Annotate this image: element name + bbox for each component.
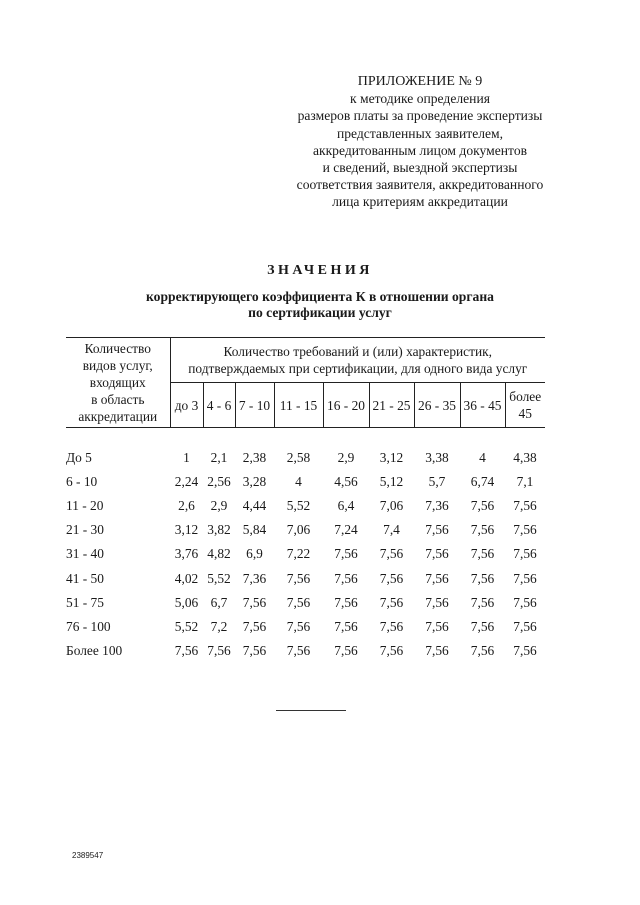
row-header-cell: [66, 338, 170, 428]
value-cell: 7,56: [513, 570, 537, 586]
value-cell: 7,56: [242, 642, 267, 658]
value-cell: 7,56: [379, 618, 404, 634]
column-header: до 3: [170, 383, 203, 428]
value-cell: 7,56: [470, 642, 495, 658]
value-cell: 4,56: [334, 474, 358, 490]
value-cell: 7,56: [286, 642, 311, 658]
row-label: 51 - 75: [66, 594, 104, 610]
value-cell: 7,56: [513, 618, 537, 634]
value-cell: 4,82: [207, 546, 231, 562]
column-group-header-line: Количество требований и (или) характеристик,: [223, 344, 492, 359]
table-row: [66, 566, 545, 590]
value-cell: 7,56: [334, 594, 358, 610]
value-cell: 7,56: [334, 642, 358, 658]
row-label: До 5: [66, 450, 92, 466]
row-header-line: Количество: [84, 341, 151, 356]
value-cell: 6,74: [470, 474, 495, 490]
value-cell: 7,06: [379, 498, 404, 514]
column-header: 21 - 25: [369, 383, 414, 428]
row-label: 41 - 50: [66, 570, 104, 586]
column-header: 26 - 35: [414, 383, 460, 428]
value-cell: 3,38: [425, 450, 449, 466]
value-cell: 7,56: [513, 498, 537, 514]
value-cell: 7,56: [379, 594, 404, 610]
value-cell: 7,56: [334, 570, 358, 586]
value-cell: 7,56: [513, 594, 537, 610]
appendix-line: представленных заявителем,: [336, 125, 504, 141]
value-cell: 7,56: [470, 522, 495, 538]
value-cell: 7,56: [470, 594, 495, 610]
value-cell: 6,4: [337, 498, 355, 514]
value-cell: 7,56: [286, 594, 311, 610]
row-label: 6 - 10: [66, 474, 98, 490]
value-cell: 7,1: [516, 474, 534, 490]
appendix-line: соответствия заявителя, аккредитованного: [296, 177, 544, 193]
value-cell: 3,76: [174, 546, 199, 562]
value-cell: 7,56: [425, 522, 449, 538]
table-row: [66, 591, 545, 615]
value-cell: 2,38: [242, 450, 267, 466]
value-cell: 7,56: [425, 546, 449, 562]
appendix-line: к методике определения: [350, 91, 490, 107]
value-cell: 2,24: [174, 474, 199, 490]
table-body: [66, 428, 545, 663]
row-label: 11 - 20: [66, 498, 104, 514]
value-cell: 7,56: [470, 570, 495, 586]
value-cell: 7,36: [242, 570, 267, 586]
column-header: 4 - 6: [203, 383, 235, 428]
value-cell: 2,56: [207, 474, 231, 490]
value-cell: 3,28: [242, 474, 267, 490]
appendix-line: и сведений, выездной экспертизы: [322, 160, 518, 176]
value-cell: 7,56: [470, 498, 495, 514]
value-cell: 7,56: [207, 642, 231, 658]
row-label: Более 100: [66, 642, 123, 658]
value-cell: 2,9: [210, 498, 228, 514]
value-cell: 5,7: [428, 474, 446, 490]
value-cell: 4,02: [174, 570, 199, 586]
value-cell: 4,38: [513, 450, 537, 466]
row-header-line: в область: [91, 392, 145, 407]
value-cell: 7,36: [425, 498, 449, 514]
heading-subtitle: [110, 289, 530, 322]
table-row: [66, 470, 545, 494]
value-cell: 7,56: [334, 546, 358, 562]
table-row: [66, 494, 545, 518]
value-cell: 4: [295, 474, 302, 490]
row-header-line: видов услуг,: [82, 358, 153, 373]
appendix-line: аккредитованным лицом документов: [312, 142, 528, 158]
value-cell: 5,84: [242, 522, 267, 538]
value-cell: 2,9: [337, 450, 355, 466]
value-cell: 7,56: [286, 570, 311, 586]
value-cell: 7,56: [425, 570, 449, 586]
value-cell: 6,9: [246, 546, 263, 562]
value-cell: 7,56: [470, 546, 495, 562]
heading-subtitle-line: по сертификации услуг: [248, 305, 392, 321]
value-cell: 3,12: [174, 522, 199, 538]
appendix-block: [255, 73, 585, 211]
value-cell: 5,52: [207, 570, 231, 586]
value-cell: 7,56: [513, 642, 537, 658]
value-cell: 7,56: [425, 618, 449, 634]
value-cell: 5,12: [379, 474, 404, 490]
value-cell: 4,44: [242, 498, 267, 514]
value-cell: 7,56: [379, 642, 404, 658]
column-header: 16 - 20: [323, 383, 369, 428]
column-header-text: более 45: [509, 389, 542, 421]
column-header: 36 - 45: [460, 383, 505, 428]
coefficient-table: [66, 337, 545, 663]
table-row: [66, 639, 545, 663]
value-cell: 7,56: [174, 642, 199, 658]
value-cell: 2,1: [210, 450, 228, 466]
value-cell: 7,24: [334, 522, 358, 538]
row-label: 31 - 40: [66, 546, 104, 562]
value-cell: 6,7: [210, 594, 228, 610]
value-cell: 3,12: [379, 450, 404, 466]
value-cell: 4: [479, 450, 486, 466]
appendix-line: лица критериям аккредитации: [332, 194, 508, 210]
value-cell: 7,56: [242, 594, 267, 610]
end-divider: [276, 710, 346, 711]
table-row: [66, 518, 545, 542]
column-header: [505, 383, 545, 428]
table-row: [66, 428, 545, 471]
document-number: 2389547: [72, 851, 104, 860]
row-header-line: входящих: [89, 375, 146, 390]
value-cell: 3,82: [207, 522, 231, 538]
value-cell: 7,4: [383, 522, 400, 538]
value-cell: 7,56: [334, 618, 358, 634]
value-cell: 7,2: [210, 618, 228, 634]
column-header: 11 - 15: [274, 383, 323, 428]
table-row: [66, 615, 545, 639]
value-cell: 1: [183, 450, 190, 466]
value-cell: 7,56: [242, 618, 267, 634]
column-group-header-line: подтверждаемых при сертификации, для одного вида услуг: [188, 361, 528, 376]
appendix-line: размеров платы за проведение экспертизы: [297, 108, 543, 124]
value-cell: 2,58: [286, 450, 311, 466]
value-cell: 7,56: [513, 546, 537, 562]
row-label: 76 - 100: [66, 618, 111, 634]
row-label: 21 - 30: [66, 522, 104, 538]
heading-subtitle-line: корректирующего коэффициента К в отношении органа: [146, 289, 494, 304]
value-cell: 5,52: [174, 618, 199, 634]
column-group-header: [170, 338, 545, 383]
appendix-title: ПРИЛОЖЕНИЕ № 9: [357, 74, 483, 89]
value-cell: 2,6: [178, 498, 195, 514]
value-cell: 7,06: [286, 522, 311, 538]
column-header: 7 - 10: [235, 383, 274, 428]
value-cell: 7,56: [470, 618, 495, 634]
value-cell: 7,56: [425, 594, 449, 610]
row-header-line: аккредитации: [78, 409, 158, 424]
value-cell: 7,56: [513, 522, 537, 538]
value-cell: 7,56: [286, 618, 311, 634]
value-cell: 7,22: [286, 546, 311, 562]
value-cell: 5,52: [286, 498, 311, 514]
value-cell: 5,06: [174, 594, 199, 610]
heading-title: ЗНАЧЕНИЯ: [267, 263, 373, 278]
table-row: [66, 542, 545, 566]
value-cell: 7,56: [379, 570, 404, 586]
value-cell: 7,56: [379, 546, 404, 562]
value-cell: 7,56: [425, 642, 449, 658]
